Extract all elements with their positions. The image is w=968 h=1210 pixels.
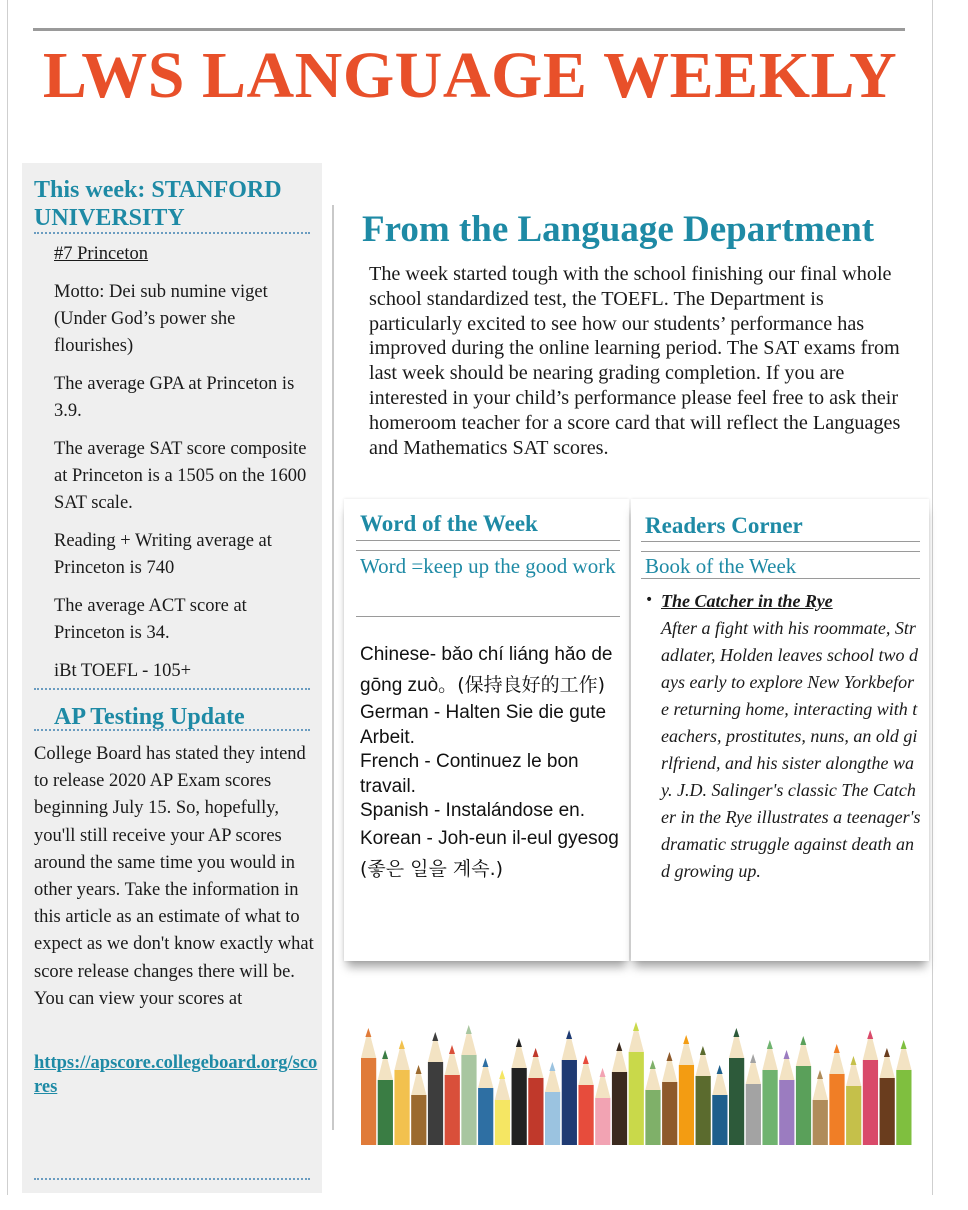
pencil-tip (767, 1040, 773, 1049)
pencil (896, 1040, 911, 1145)
pencil (645, 1060, 660, 1145)
sidebar (22, 163, 322, 1193)
pencil-tip (533, 1048, 539, 1057)
word-of-the-week-box (344, 499, 629, 961)
pencil (779, 1050, 794, 1145)
pencil-tip (750, 1054, 756, 1063)
pencil-tip (416, 1065, 422, 1074)
pencil (880, 1048, 895, 1145)
pencil (746, 1054, 761, 1145)
pencil (428, 1032, 443, 1145)
pencil-body (645, 1090, 660, 1145)
readers-box-rule (641, 578, 920, 579)
pencil (629, 1022, 644, 1145)
sidebar-act: The average ACT score at Princeton is 34. (54, 596, 247, 643)
pencil-body (545, 1092, 560, 1145)
pencil-body (595, 1098, 610, 1145)
word-box-subtitle: Word =keep up the good work (360, 554, 616, 578)
pencil-body (394, 1070, 409, 1145)
pencil-tip (784, 1050, 790, 1059)
pencil-tip (683, 1035, 689, 1044)
pencil (662, 1052, 677, 1145)
pencil-body (562, 1060, 577, 1145)
pencil-tip (482, 1058, 488, 1067)
pencil (545, 1062, 560, 1145)
pencil-tip (650, 1060, 656, 1069)
sidebar-divider (34, 729, 310, 731)
pencil-body (746, 1084, 761, 1145)
ap-scores-link[interactable]: https://apscore.collegeboard.org/scores (34, 1053, 318, 1097)
pencil-tip (365, 1028, 371, 1037)
pencil-tip (449, 1045, 455, 1054)
pencil-tip (733, 1028, 739, 1037)
pencil-tip (867, 1030, 873, 1039)
book-title: The Catcher in the Rye (661, 591, 833, 611)
pencil (829, 1044, 844, 1145)
pencil-body (846, 1086, 861, 1145)
pencil-body (679, 1065, 694, 1145)
word-box-rule (356, 540, 620, 541)
pencil (712, 1065, 727, 1145)
pencil-tip (700, 1046, 706, 1055)
pencil-body (478, 1088, 493, 1145)
pencil-tip (901, 1040, 907, 1049)
pencil-tip (466, 1025, 472, 1034)
translation-german: German - Halten Sie die gute Arbeit. (360, 702, 607, 748)
sidebar-reading-writing: Reading + Writing average at Princeton is 740 (54, 531, 272, 578)
page-border-right (932, 0, 933, 1195)
sidebar-facts (54, 241, 314, 696)
pencil-body (411, 1095, 426, 1145)
sidebar-rank: #7 Princeton (54, 244, 149, 264)
pencil (562, 1030, 577, 1145)
page-border-left (7, 0, 8, 1195)
department-body: The week started tough with the school finishing our final whole school standardized test, the TOEFL. The Department is particularly excited to see how our students’ performance has improved during the online learning period. The SAT exams from last week should be nearing grading completion. If you are interested in your child’s performance please feel free to ask their homeroom teacher for a score card that will reflect the Languages and Mathematics SAT scores. (369, 263, 901, 459)
pencil-body (696, 1076, 711, 1145)
pencil (495, 1070, 510, 1145)
pencil-body (779, 1080, 794, 1145)
sidebar-divider (34, 232, 310, 234)
korean-characters: (좋은 일을 계속.) (360, 857, 504, 880)
pencil (762, 1040, 777, 1145)
pencil (411, 1065, 426, 1145)
pencil-body (762, 1070, 777, 1145)
sidebar-motto: Motto: Dei sub numine viget (Under God’s power she flourishes) (54, 282, 268, 356)
pencil (478, 1058, 493, 1145)
translation-chinese (360, 639, 622, 701)
word-box-rule (356, 616, 620, 617)
sidebar-heading: This week: STANFORD UNIVERSITY (34, 177, 282, 231)
department-title: From the Language Department (362, 209, 875, 250)
pencil-body (612, 1072, 627, 1145)
pencil-body (361, 1058, 376, 1145)
pencil (612, 1042, 627, 1145)
sidebar-gpa: The average GPA at Princeton is 3.9. (54, 374, 295, 421)
pencil-body (378, 1080, 393, 1145)
ap-body: College Board has stated they intend to release 2020 AP Exam scores beginning July 15. So, hopefully, you'll still receive your AP scores around the same time you would in other years. Take the information in this article as an estimate of what to expect as we don't know exactly what score release changes there will be. You can view your scores at (34, 744, 314, 1009)
pencil (445, 1045, 460, 1145)
pencil-tip (666, 1052, 672, 1061)
pencil-tip (516, 1038, 522, 1047)
pencil-tip (600, 1068, 606, 1077)
korean-romanized: Korean - Joh-eun il-eul gyesog (360, 827, 619, 849)
pencil-body (461, 1055, 476, 1145)
translation-korean (360, 824, 622, 885)
pencil-tip (633, 1022, 639, 1031)
pencil-body (813, 1100, 828, 1145)
pencil-body (796, 1066, 811, 1145)
readers-box-title: Readers Corner (645, 513, 803, 538)
pencil-tip (800, 1036, 806, 1045)
pencil-body (896, 1070, 911, 1145)
pencil-body (528, 1078, 543, 1145)
word-box-title: Word of the Week (360, 511, 538, 536)
pencil-tip (717, 1065, 723, 1074)
pencil-body (712, 1095, 727, 1145)
column-divider (332, 205, 334, 1130)
chinese-characters: (保持良好的工作) (457, 674, 606, 696)
pencil-tip (884, 1048, 890, 1057)
pencil-body (880, 1078, 895, 1145)
pencil-tip (817, 1070, 823, 1079)
pencil-body (863, 1060, 878, 1145)
pencil-tip (850, 1056, 856, 1065)
book-description: After a fight with his roommate, Stradlater, Holden leaves school two days early to explore New Yorkbefore returning home, interacting with teachers, prostitutes, nuns, an old girlfriend, and his sister alongthe way. J.D. Salinger's classic The Catcher in the Rye illustrates a teenager's dramatic struggle against death and growing up. (661, 618, 921, 881)
pencil (378, 1050, 393, 1145)
sidebar-sat: The average SAT score composite at Princeton is a 1505 on the 1600 SAT scale. (54, 439, 307, 513)
colored-pencils-illustration (360, 1010, 912, 1145)
pencil-body (629, 1052, 644, 1145)
translation-spanish: Spanish - Instalándose en. (360, 800, 585, 822)
readers-box-subtitle: Book of the Week (645, 554, 797, 578)
pencil-tip (382, 1050, 388, 1059)
pencil-body (495, 1100, 510, 1145)
pencil (394, 1040, 409, 1145)
pencil (846, 1056, 861, 1145)
pencil (461, 1025, 476, 1145)
pencil-tip (432, 1032, 438, 1041)
pencil-body (662, 1082, 677, 1145)
pencil (796, 1036, 811, 1145)
top-rule (33, 28, 905, 31)
pencil (512, 1038, 527, 1145)
pencil-tip (566, 1030, 572, 1039)
readers-box-rule (641, 541, 920, 542)
pencil (729, 1028, 744, 1145)
pencil-body (578, 1085, 593, 1145)
bullet: • (645, 592, 654, 608)
translation-french: French - Continuez le bon travail. (360, 751, 579, 797)
chinese-pinyin: Chinese- bǎo chí liáng hǎo de gōng zuò。 (360, 644, 613, 696)
pencil-body (512, 1068, 527, 1145)
pencil-body (428, 1062, 443, 1145)
pencil (863, 1030, 878, 1145)
pencil-tip (399, 1040, 405, 1049)
pencil-body (729, 1058, 744, 1145)
pencil (595, 1068, 610, 1145)
readers-corner-box (631, 499, 929, 961)
pencil (528, 1048, 543, 1145)
pencil-body (829, 1074, 844, 1145)
pencil-tip (583, 1055, 589, 1064)
pencil-tip (616, 1042, 622, 1051)
pencil (813, 1070, 828, 1145)
pencil (361, 1028, 376, 1145)
sidebar-toefl: iBt TOEFL - 105+ (54, 661, 192, 681)
pencil-body (445, 1075, 460, 1145)
pencil (578, 1055, 593, 1145)
pencil-tip (499, 1070, 505, 1079)
pencil (696, 1046, 711, 1145)
pencil-tip (549, 1062, 555, 1071)
ap-heading: AP Testing Update (54, 704, 245, 730)
translations-list (360, 639, 622, 885)
sidebar-divider (34, 688, 310, 690)
pencil-tip (834, 1044, 840, 1053)
sidebar-divider (34, 1178, 310, 1180)
masthead-title: LWS LANGUAGE WEEKLY (42, 39, 898, 112)
pencil (679, 1035, 694, 1145)
